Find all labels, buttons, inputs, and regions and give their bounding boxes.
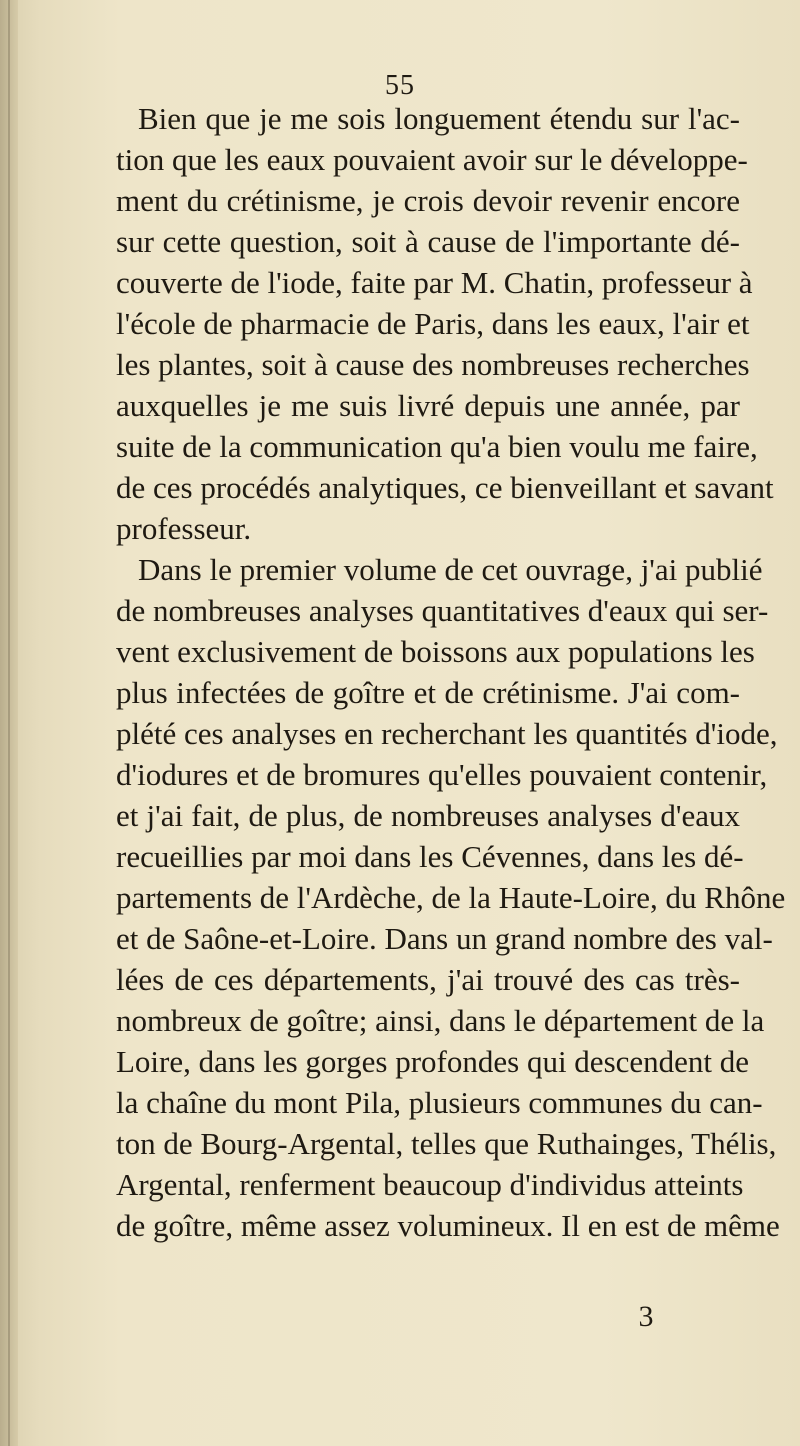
text-line: et de Saône-et-Loire. Dans un grand nombre des val- xyxy=(116,921,773,956)
text-line: couverte de l'iode, faite par M. Chatin, professeur à xyxy=(116,265,753,300)
text-line: recueillies par moi dans les Cévennes, dans les dé- xyxy=(116,839,744,874)
body-text xyxy=(116,98,786,1246)
text-line: ment du crétinisme, je crois devoir revenir encore xyxy=(116,183,740,218)
text-line: Dans le premier volume de cet ouvrage, j'ai publié xyxy=(138,552,763,587)
text-line: auxquelles je me suis livré depuis une année, par xyxy=(116,388,740,423)
page-number: 55 xyxy=(385,70,415,101)
text-line: Loire, dans les gorges profondes qui descendent de xyxy=(116,1044,750,1079)
text-line: plus infectées de goître et de crétinisme. J'ai com- xyxy=(116,675,740,710)
text-line: les plantes, soit à cause des nombreuses recherches xyxy=(116,347,750,382)
text-line: professeur. xyxy=(116,511,252,546)
text-line: d'iodures et de bromures qu'elles pouvaient contenir, xyxy=(116,757,768,792)
text-line: partements de l'Ardèche, de la Haute-Loire, du Rhône xyxy=(116,880,786,915)
text-line: vent exclusivement de boissons aux populations les xyxy=(116,634,755,669)
text-line: lées de ces départements, j'ai trouvé des cas très- xyxy=(116,962,740,997)
text-line: de ces procédés analytiques, ce bienveillant et savant xyxy=(116,470,774,505)
text-line: Argental, renferment beaucoup d'individus atteints xyxy=(116,1167,744,1202)
text-line: Bien que je me sois longuement étendu sur l'ac- xyxy=(138,101,740,136)
text-line: nombreux de goître; ainsi, dans le département de la xyxy=(116,1003,765,1038)
text-line: la chaîne du mont Pila, plusieurs communes du can- xyxy=(116,1085,763,1120)
text-line: plété ces analyses en recherchant les quantités d'iode, xyxy=(116,716,778,751)
gutter-line xyxy=(8,0,10,1446)
text-line: l'école de pharmacie de Paris, dans les eaux, l'air et xyxy=(116,306,750,341)
text-line: suite de la communication qu'a bien voulu me faire, xyxy=(116,429,758,464)
text-line: de nombreuses analyses quantitatives d'eaux qui ser- xyxy=(116,593,769,628)
signature-mark: 3 xyxy=(638,1300,654,1333)
text-line: sur cette question, soit à cause de l'importante dé- xyxy=(116,224,740,259)
text-line: et j'ai fait, de plus, de nombreuses analyses d'eaux xyxy=(116,798,740,833)
text-line: tion que les eaux pouvaient avoir sur le développe- xyxy=(116,142,748,177)
text-line: de goître, même assez volumineux. Il en est de même xyxy=(116,1208,780,1243)
text-line: ton de Bourg-Argental, telles que Ruthainges, Thélis, xyxy=(116,1126,777,1161)
